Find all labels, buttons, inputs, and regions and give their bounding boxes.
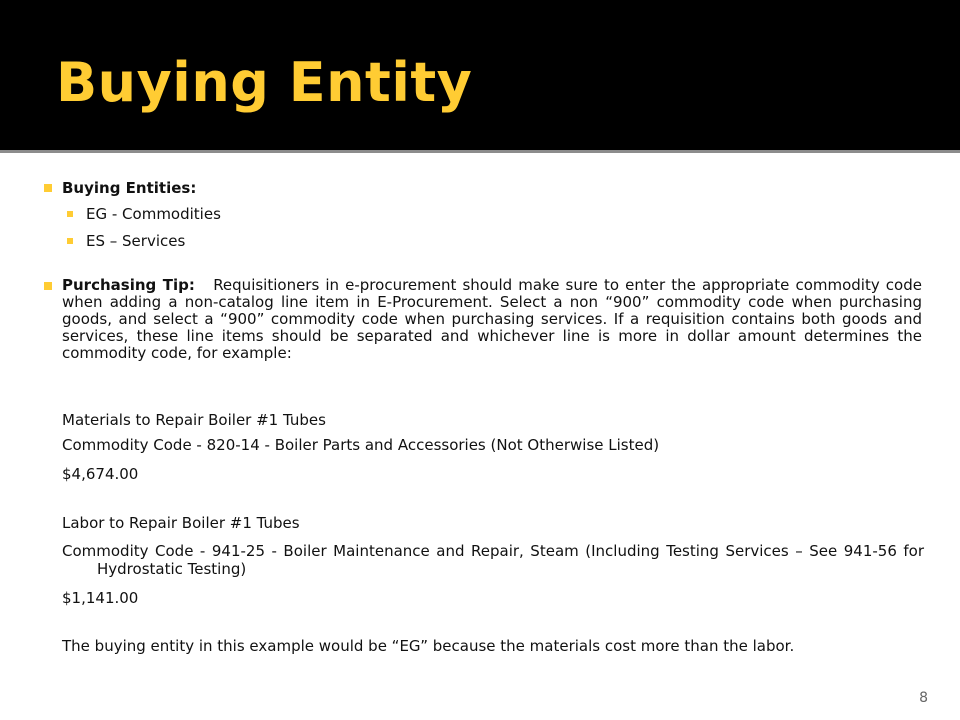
page-number: 8 [919, 690, 928, 706]
labor-amount: $1,141.00 [62, 589, 139, 607]
purchasing-tip [62, 277, 922, 362]
title-divider [0, 150, 960, 153]
conclusion-text: The buying entity in this example would be “EG” because the materials cost more than the labor. [62, 637, 795, 655]
tip-label: Purchasing Tip: [62, 276, 195, 294]
entities-heading: Buying Entities: [62, 179, 197, 197]
labor-code: Commodity Code - 941-25 - Boiler Maintenance and Repair, Steam (Including Testing Services – See 941-56 for Hydrostatic Testing) [62, 542, 924, 578]
bullet-icon [44, 184, 52, 192]
sub-bullet-icon [67, 238, 73, 244]
materials-code: Commodity Code - 820-14 - Boiler Parts and Accessories (Not Otherwise Listed) [62, 436, 660, 454]
sub-bullet-icon [67, 211, 73, 217]
title-bar [0, 0, 960, 150]
entity-item-eg: EG - Commodities [86, 205, 221, 223]
materials-title: Materials to Repair Boiler #1 Tubes [62, 411, 326, 429]
materials-amount: $4,674.00 [62, 465, 139, 483]
bullet-icon [44, 282, 52, 290]
slide-title: Buying Entity [56, 51, 473, 114]
entity-item-es: ES – Services [86, 232, 186, 250]
tip-text: Requisitioners in e-procurement should make sure to enter the appropriate commodity code when adding a non-catalog line item in E-Procurement. Select a non “900” commodity code when purchasing goods, and select a “900” commodity code when purchasing services. If a requisition contains both goods and services, these line items should be separated and whichever line is more in dollar amount determines the commodity code, for example: [62, 276, 922, 362]
labor-title: Labor to Repair Boiler #1 Tubes [62, 514, 300, 532]
